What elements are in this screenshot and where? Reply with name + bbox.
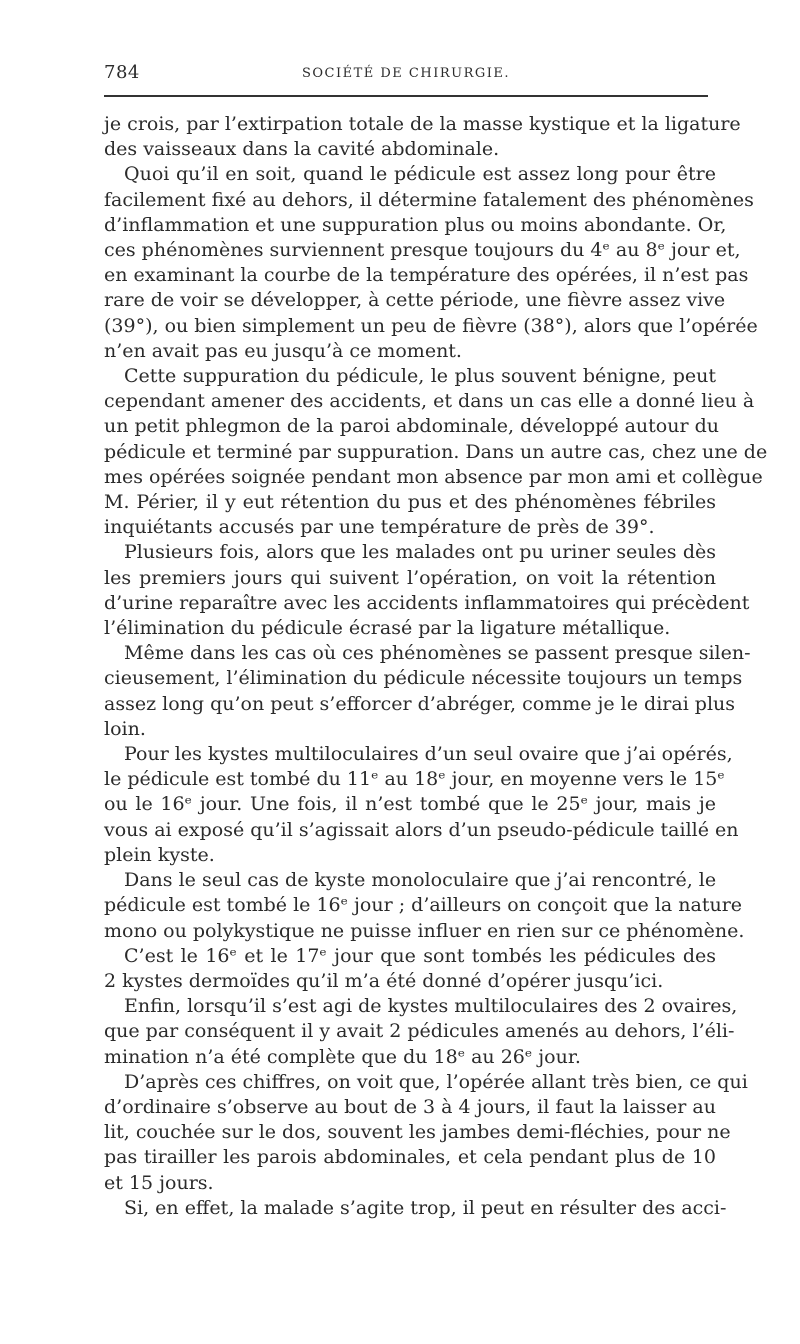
text-line: (39°), ou bien simplement un peu de fièvre (38°), alors que l’opérée (104, 314, 758, 337)
text-line: cieusement, l’élimination du pédicule nécessite toujours un temps (104, 667, 743, 690)
text-line: Cette suppuration du pédicule, le plus souvent bénigne, peut (124, 365, 716, 388)
text-line: un petit phlegmon de la paroi abdominale, développé autour du (104, 415, 719, 438)
text-line: le pédicule est tombé du 11ᵉ au 18ᵉ jour, en moyenne vers le 15ᵉ (104, 768, 725, 791)
text-line: Quoi qu’il en soit, quand le pédicule est assez long pour être (124, 163, 716, 186)
text-line: rare de voir se développer, à cette période, une fièvre assez vive (104, 289, 726, 312)
text-line: n’en avait pas eu jusqu’à ce moment. (104, 339, 462, 362)
text-line: inquiétants accusés par une température de près de 39°. (104, 516, 655, 539)
text-line: ou le 16ᵉ jour. Une fois, il n’est tombé que le 25ᵉ jour, mais je (104, 793, 716, 816)
text-line: pédicule et terminé par suppuration. Dans un autre cas, chez une de (104, 440, 768, 463)
text-line: 2 kystes dermoïdes qu’il m’a été donné d’opérer jusqu’ici. (104, 969, 664, 992)
text-line: M. Périer, il y eut rétention du pus et des phénomènes fébriles (104, 491, 716, 514)
text-line: ces phénomènes surviennent presque toujours du 4ᵉ au 8ᵉ jour et, (104, 239, 741, 262)
text-line: Plusieurs fois, alors que les malades ont pu uriner seules dès (124, 541, 716, 564)
text-line: assez long qu’on peut s’efforcer d’abréger, comme je le dirai plus (104, 692, 736, 715)
page-number: 784 (104, 62, 140, 83)
text-line: Enfin, lorsqu’il s’est agi de kystes multiloculaires des 2 ovaires, (124, 995, 738, 1018)
text-line: Dans le seul cas de kyste monoloculaire que j’ai rencontré, le (124, 869, 717, 892)
text-line: l’élimination du pédicule écrasé par la ligature métallique. (104, 617, 671, 640)
text-line: Si, en effet, la malade s’agite trop, il peut en résulter des acci- (124, 1196, 727, 1219)
text-line: en examinant la courbe de la température des opérées, il n’est pas (104, 264, 749, 287)
text-line: que par conséquent il y avait 2 pédicules amenés au dehors, l’éli- (104, 1020, 735, 1043)
running-title: SOCIÉTÉ DE CHIRURGIE. (301, 66, 511, 81)
text-line: d’inflammation et une suppuration plus ou moins abondante. Or, (104, 213, 727, 236)
text-line: les premiers jours qui suivent l’opération, on voit la rétention (104, 566, 716, 589)
text-line: mination n’a été complète que du 18ᵉ au 26ᵉ jour. (104, 1045, 581, 1068)
text-line: lit, couchée sur le dos, souvent les jambes demi-fléchies, pour ne (104, 1121, 731, 1144)
text-line: loin. (104, 717, 146, 740)
text-line: plein kyste. (104, 843, 215, 866)
text-line: facilement fixé au dehors, il détermine fatalement des phénomènes (104, 188, 754, 211)
text-line: vous ai exposé qu’il s’agissait alors d’un pseudo-pédicule taillé en (104, 818, 739, 841)
text-line: d’urine reparaître avec les accidents inflammatoires qui précèdent (104, 591, 750, 614)
body-text (104, 112, 768, 1221)
text-line: je crois, par l’extirpation totale de la masse kystique et la ligature (104, 113, 741, 135)
text-line: des vaisseaux dans la cavité abdominale. (104, 138, 500, 161)
text-line: et 15 jours. (104, 1171, 214, 1194)
text-line: Pour les kystes multiloculaires d’un seul ovaire que j’ai opérés, (124, 743, 733, 766)
page-header (104, 58, 708, 88)
header-rule (104, 95, 708, 97)
text-line: cependant amener des accidents, et dans un cas elle a donné lieu à (104, 390, 755, 413)
text-line: Même dans les cas où ces phénomènes se passent presque silen- (124, 642, 751, 665)
text-line: D’après ces chiffres, on voit que, l’opérée allant très bien, ce qui (124, 1070, 748, 1093)
text-line: C’est le 16ᵉ et le 17ᵉ jour que sont tombés les pédicules des (124, 944, 716, 967)
text-line: mes opérées soignée pendant mon absence par mon ami et collègue (104, 465, 763, 488)
text-line: mono ou polykystique ne puisse influer en rien sur ce phénomène. (104, 919, 745, 942)
text-line: pas tirailler les parois abdominales, et cela pendant plus de 10 (104, 1146, 716, 1169)
text-line: pédicule est tombé le 16ᵉ jour ; d’ailleurs on conçoit que la nature (104, 894, 743, 917)
text-line: d’ordinaire s’observe au bout de 3 à 4 jours, il faut la laisser au (104, 1095, 716, 1118)
